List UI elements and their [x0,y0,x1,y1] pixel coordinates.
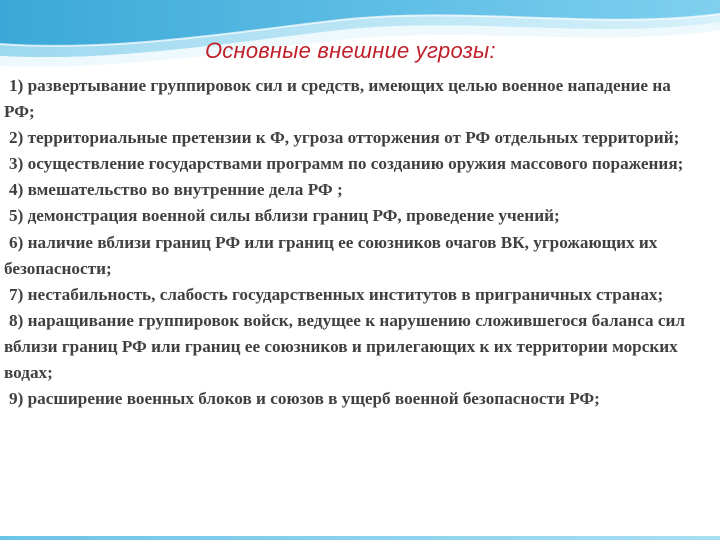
slide-title: Основные внешние угрозы: [205,38,496,63]
threat-item-2: 2) территориальные претензии к Ф, угроза отторжения от РФ отдельных территорий; [9,128,680,148]
threat-item-1: 1) развертывание группировок сил и средств, имеющих целью военное нападение на РФ; [4,76,671,122]
threat-list [4,73,692,412]
threat-item-8: 8) наращивание группировок войск, ведущее к нарушению сложившегося баланса сил вблизи границ РФ или границ ее союзников и прилегающих к их территории морских водах; [4,310,686,383]
threat-item-3: 3) осуществление государствами программ по созданию оружия массового поражения; [9,154,684,174]
threat-item-9: 9) расширение военных блоков и союзов в ущерб военной безопасности РФ; [9,389,600,409]
threat-item-6: 6) наличие вблизи границ РФ или границ ее союзников очагов ВК, угрожающих их безопасности; [4,232,658,278]
threat-item-5: 5) демонстрация военной силы вблизи границ РФ, проведение учений; [9,206,560,226]
bottom-accent-bar [0,536,720,540]
threat-item-4: 4) вмешательство во внутренние дела РФ ; [9,180,343,200]
threat-item-7: 7) нестабильность, слабость государственных институтов в приграничных странах; [9,284,664,304]
